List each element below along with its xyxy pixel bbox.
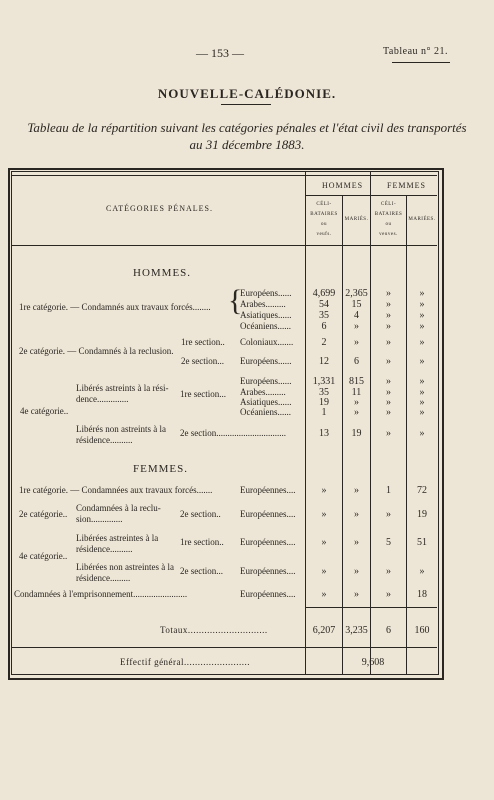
origin: Européens...... bbox=[240, 376, 292, 386]
value-cell: » bbox=[419, 566, 425, 577]
value-cell: 11 bbox=[351, 387, 362, 398]
value-cell: 2,365 bbox=[345, 288, 368, 299]
origin: Océaniens...... bbox=[240, 407, 291, 417]
value-cell: » bbox=[386, 310, 391, 321]
value-cell: 160 bbox=[414, 625, 430, 636]
origin: Océaniens...... bbox=[240, 321, 291, 331]
origin: Européens...... bbox=[240, 288, 292, 298]
origin: Coloniaux....... bbox=[240, 337, 294, 347]
value-cell: » bbox=[321, 589, 327, 600]
value-cell: » bbox=[354, 337, 359, 348]
value-cell: » bbox=[386, 387, 391, 398]
value-cell: » bbox=[386, 407, 391, 418]
value-cell: 13 bbox=[319, 428, 329, 439]
value-cell: » bbox=[321, 537, 327, 548]
value-cell: 1 bbox=[386, 485, 391, 496]
value-cell: » bbox=[419, 299, 425, 310]
category-4-label: 4e catégorie.. bbox=[20, 406, 69, 416]
value-cell: 815 bbox=[349, 376, 364, 387]
value-cell: 15 bbox=[351, 299, 362, 310]
categories-header: CATÉGORIES PÉNALES. bbox=[106, 204, 214, 213]
value-cell: 35 bbox=[319, 387, 329, 398]
totals-bottom-rule bbox=[11, 647, 437, 648]
value-cell: » bbox=[354, 407, 359, 418]
value-cell: 6,207 bbox=[312, 625, 336, 636]
value-cell: 1 bbox=[321, 407, 327, 418]
page-number: — 153 — bbox=[196, 46, 244, 60]
header-bottom-rule bbox=[11, 245, 437, 246]
value-cell: 3,235 bbox=[345, 625, 368, 636]
value-cell: 19 bbox=[351, 428, 362, 439]
value-cell: » bbox=[386, 376, 391, 387]
value-cell: 19 bbox=[417, 509, 427, 520]
value-cell: 18 bbox=[417, 589, 427, 600]
maries-header: MARIÉS. bbox=[344, 217, 369, 222]
title-rule bbox=[221, 104, 271, 105]
document-title: NOUVELLE-CALÉDONIE. bbox=[157, 86, 337, 101]
origin: Arabes......... bbox=[240, 299, 286, 309]
row-label: Condamnées à l'emprisonnement........................ bbox=[14, 589, 188, 599]
origin: Européens...... bbox=[240, 356, 292, 366]
section-hommes: HOMMES. bbox=[133, 267, 192, 279]
value-cell: » bbox=[354, 537, 359, 548]
mariees-header: MARIÉES. bbox=[408, 217, 436, 222]
section-femmes: FEMMES. bbox=[133, 463, 188, 475]
origin: Européennes.... bbox=[240, 589, 296, 599]
value-cell: 35 bbox=[319, 310, 329, 321]
section-label: 1re section.. bbox=[181, 337, 225, 347]
value-cell: » bbox=[386, 428, 391, 439]
origin: Européennes.... bbox=[240, 509, 296, 519]
value-cell: 6 bbox=[386, 625, 391, 636]
row-label: Libérés astreints à la rési- dence.............. bbox=[76, 383, 169, 404]
value-cell: » bbox=[354, 509, 359, 520]
effectif-value: 9,608 bbox=[361, 657, 385, 668]
table-number: Tableau n° 21. bbox=[383, 46, 449, 57]
value-cell: » bbox=[354, 566, 359, 577]
section-label: 1re section... bbox=[180, 389, 226, 399]
row-label: 1re catégorie. — Condamnées aux travaux forcés....... bbox=[19, 485, 213, 495]
section-label: 2e section.. bbox=[180, 509, 221, 519]
origin: Européennes.... bbox=[240, 537, 296, 547]
row-label: 1re catégorie. — Condamnés aux travaux forcés........ bbox=[19, 302, 211, 312]
value-cell: » bbox=[419, 288, 425, 299]
celibataires-veuves-header: CÉLI- BATAIRES ou veuves. bbox=[374, 202, 403, 237]
value-cell: » bbox=[419, 387, 425, 398]
value-cell: » bbox=[321, 509, 327, 520]
value-cell: » bbox=[354, 321, 359, 332]
row-label: 2e catégorie. — Condamnés à la reclusion. bbox=[19, 346, 174, 356]
value-cell: 19 bbox=[319, 397, 329, 408]
value-cell: 72 bbox=[417, 485, 427, 496]
category-label: 2e catégorie.. bbox=[19, 509, 68, 519]
value-cell: 6 bbox=[354, 356, 359, 367]
origin: Arabes......... bbox=[240, 387, 286, 397]
header-top-rule bbox=[11, 175, 437, 176]
table-number-rule bbox=[392, 62, 450, 63]
value-cell: » bbox=[386, 321, 391, 332]
value-cell: » bbox=[386, 589, 391, 600]
section-label: 1re section.. bbox=[180, 537, 224, 547]
value-cell: » bbox=[386, 288, 391, 299]
value-cell: » bbox=[386, 337, 391, 348]
origin: Asiatiques...... bbox=[240, 397, 292, 407]
row-label: Libérées astreintes à la résidence.......... bbox=[76, 533, 159, 554]
origin: Asiatiques...... bbox=[240, 310, 292, 320]
value-cell: 12 bbox=[319, 356, 329, 367]
value-cell: 1,331 bbox=[312, 376, 336, 387]
value-cell: 2 bbox=[321, 337, 327, 348]
value-cell: » bbox=[419, 397, 425, 408]
section-label: 2e section... bbox=[181, 356, 224, 366]
value-cell: » bbox=[419, 321, 425, 332]
origin: Européennes.... bbox=[240, 485, 296, 495]
section-label: 2e section............................... bbox=[180, 428, 286, 438]
totals-rule bbox=[305, 607, 437, 608]
value-cell: 4,699 bbox=[312, 288, 336, 299]
value-cell: » bbox=[386, 509, 391, 520]
value-cell: » bbox=[419, 337, 425, 348]
value-cell: » bbox=[386, 356, 391, 367]
effectif-label: Effectif général........................ bbox=[120, 657, 251, 667]
femmes-header: FEMMES bbox=[387, 181, 426, 190]
value-cell: » bbox=[321, 566, 327, 577]
value-cell: 51 bbox=[417, 537, 427, 548]
section-label: 2e section... bbox=[180, 566, 223, 576]
value-cell: » bbox=[354, 397, 359, 408]
origin: Européennes.... bbox=[240, 566, 296, 576]
row-label: Libérés non astreints à la résidence.......... bbox=[76, 424, 166, 445]
value-cell: 4 bbox=[354, 310, 359, 321]
row-label: Condamnées à la reclu- sion.............. bbox=[76, 503, 161, 524]
value-cell: » bbox=[321, 485, 327, 496]
category-4-label: 4e catégorie.. bbox=[19, 551, 68, 561]
celibataires-veufs-header: CÉLI- BATAIRES ou veufs. bbox=[310, 202, 338, 237]
value-cell: » bbox=[419, 356, 425, 367]
subtitle-line-2: au 31 décembre 1883. bbox=[189, 137, 305, 152]
brace: { bbox=[228, 284, 243, 317]
value-cell: » bbox=[354, 589, 359, 600]
value-cell: » bbox=[386, 299, 391, 310]
value-cell: 5 bbox=[386, 537, 391, 548]
value-cell: » bbox=[386, 566, 391, 577]
value-cell: » bbox=[419, 376, 425, 387]
row-label: Libérées non astreintes à la résidence......... bbox=[76, 562, 174, 583]
group-rule bbox=[305, 195, 437, 196]
totals-label: Totaux............................. bbox=[160, 625, 268, 635]
value-cell: » bbox=[354, 485, 359, 496]
value-cell: » bbox=[386, 397, 391, 408]
value-cell: » bbox=[419, 310, 425, 321]
value-cell: 6 bbox=[321, 321, 327, 332]
subtitle-line-1: Tableau de la répartition suivant les catégories pénales et l'état civil des transportés bbox=[27, 120, 467, 135]
value-cell: 54 bbox=[319, 299, 329, 310]
value-cell: » bbox=[419, 407, 425, 418]
value-cell: » bbox=[419, 428, 425, 439]
hommes-header: HOMMES bbox=[322, 181, 364, 190]
